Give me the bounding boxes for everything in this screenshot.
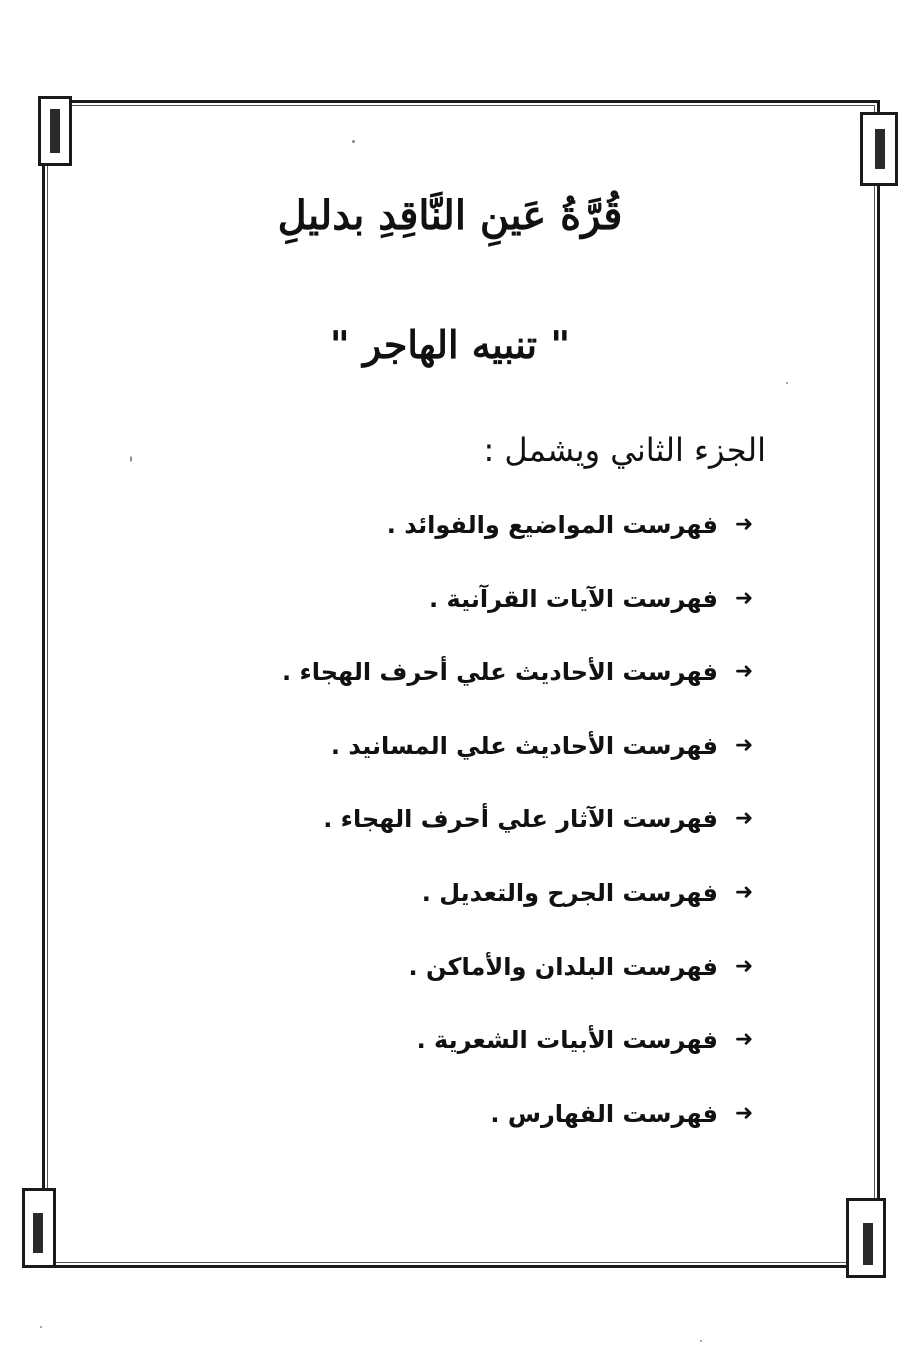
- arrow-bullet-icon: ➜: [734, 732, 754, 758]
- arrow-bullet-icon: ➜: [734, 879, 754, 905]
- index-item-text: فهرست الأحاديث علي أحرف الهجاء .: [282, 658, 718, 687]
- scan-speck: [786, 382, 788, 384]
- index-item-text: فهرست الجرح والتعديل .: [421, 878, 718, 907]
- scan-speck: [40, 1326, 42, 1328]
- index-item: [196, 794, 756, 868]
- arrow-bullet-icon: ➜: [734, 585, 754, 611]
- section-heading: الجزء الثاني ويشمل :: [483, 431, 766, 469]
- arrow-bullet-icon: ➜: [734, 512, 754, 537]
- index-item-text: فهرست الأبيات الشعرية .: [416, 1026, 718, 1055]
- index-item-text: فهرست البلدان والأماكن .: [408, 952, 718, 981]
- corner-ornament-bottom-left: [22, 1188, 56, 1268]
- scan-speck: [700, 1340, 702, 1342]
- corner-ornament-top-right: [860, 112, 898, 186]
- index-item: [196, 1015, 756, 1089]
- corner-ornament-top-left: [38, 96, 72, 166]
- book-title: قُرَّةُ عَينِ النَّاقِدِ بدليلِ: [277, 192, 623, 239]
- book-subtitle: " تنبيه الهاجر ": [329, 322, 571, 367]
- index-item: [196, 500, 756, 574]
- index-item: [196, 721, 756, 795]
- index-item: [196, 647, 756, 721]
- index-item: [196, 942, 756, 1016]
- index-item-text: فهرست المواضيع والفوائد .: [386, 511, 718, 539]
- arrow-bullet-icon: ➜: [734, 1027, 754, 1053]
- arrow-bullet-icon: ➜: [734, 659, 754, 685]
- index-item-text: فهرست الآيات القرآنية .: [429, 584, 718, 613]
- index-item: [196, 1089, 756, 1163]
- scan-speck: [352, 140, 355, 143]
- arrow-bullet-icon: ➜: [734, 953, 754, 979]
- index-item-text: فهرست الفهارس .: [490, 1099, 718, 1128]
- index-item-text: فهرست الأحاديث علي المسانيد .: [330, 731, 718, 760]
- index-item: [196, 574, 756, 648]
- arrow-bullet-icon: ➜: [734, 806, 754, 832]
- arrow-bullet-icon: ➜: [734, 1100, 754, 1126]
- scan-speck: [130, 456, 132, 462]
- index-item-text: فهرست الآثار علي أحرف الهجاء .: [323, 805, 718, 834]
- corner-ornament-bottom-right: [846, 1198, 886, 1278]
- index-item: [196, 868, 756, 942]
- index-list: [196, 500, 756, 1162]
